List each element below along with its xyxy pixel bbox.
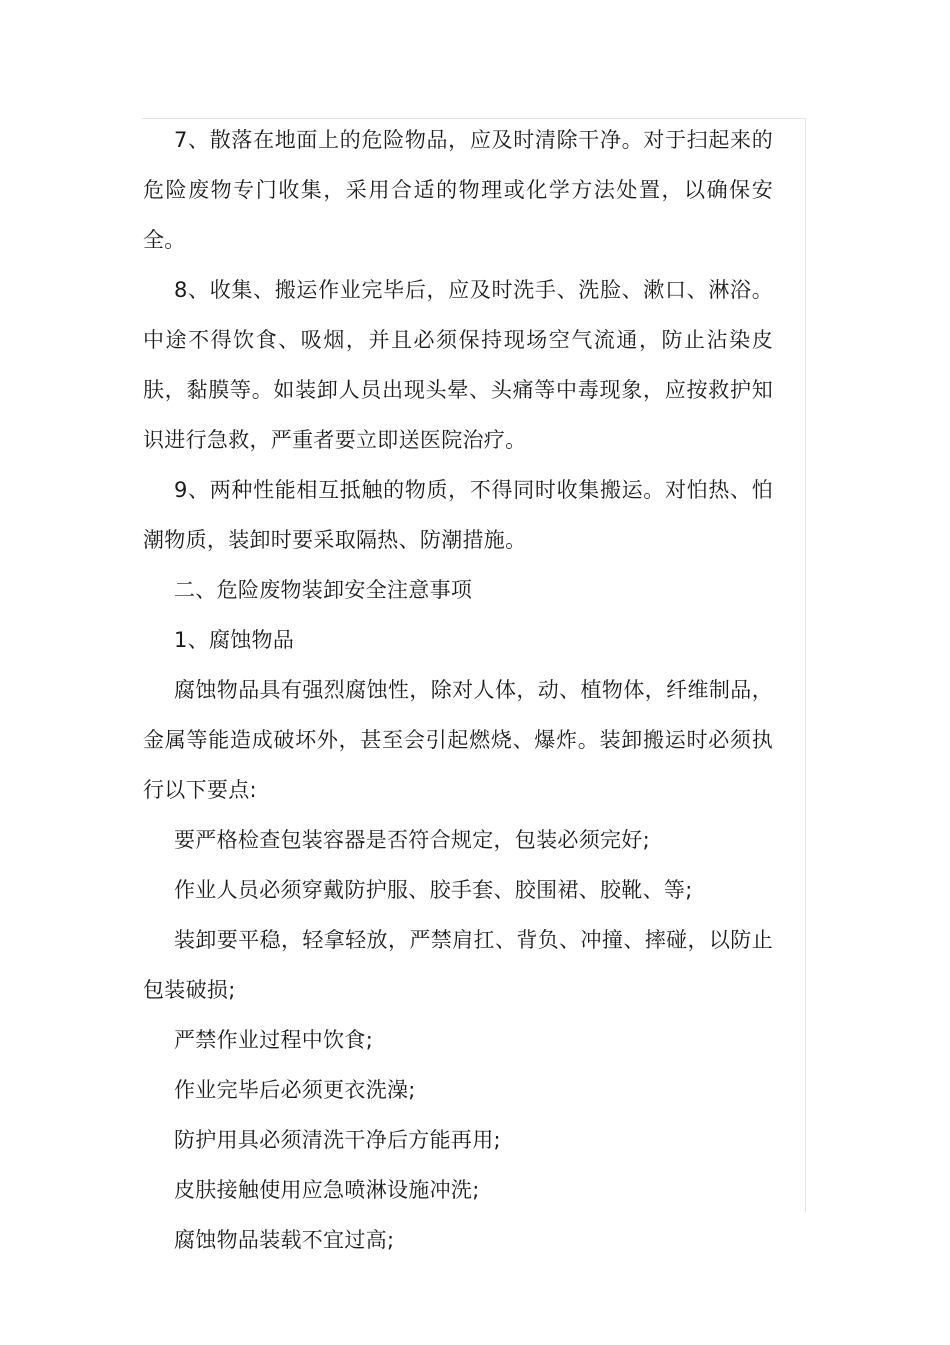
subsection-heading: 1、腐蚀物品 — [174, 628, 295, 652]
list-item: 作业人员必须穿戴防护服、胶手套、胶围裙、胶靴、等; — [174, 878, 693, 902]
document-body — [143, 115, 773, 1265]
paragraph-item-8: 8、收集、搬运作业完毕后，应及时洗手、洗脸、漱口、淋浴。中途不得饮食、吸烟，并且必须保持现场空气流通，防止沾染皮肤，黏膜等。如装卸人员出现头晕、头痛等中毒现象，应按救护知识进行急救，严重者要立即送医院治疗。 — [143, 278, 773, 452]
paragraph-item-9: 9、两种性能相互抵触的物质，不得同时收集搬运。对怕热、怕潮物质，装卸时要采取隔热、防潮措施。 — [143, 478, 773, 552]
list-item: 作业完毕后必须更衣洗澡; — [174, 1078, 416, 1102]
section-heading: 二、危险废物装卸安全注意事项 — [174, 578, 473, 602]
list-item: 皮肤接触使用应急喷淋设施冲洗; — [174, 1178, 480, 1202]
list-item: 防护用具必须清洗干净后方能再用; — [174, 1128, 501, 1152]
paragraph-intro: 腐蚀物品具有强烈腐蚀性，除对人体，动、植物体，纤维制品，金属等能造成破坏外，甚至会引起燃烧、爆炸。装卸搬运时必须执行以下要点: — [143, 678, 773, 802]
list-item: 要严格检查包装容器是否符合规定，包装必须完好; — [174, 828, 650, 852]
list-item: 装卸要平稳，轻拿轻放，严禁肩扛、背负、冲撞、摔碰，以防止包装破损; — [143, 928, 773, 1002]
paragraph-item-7: 7、散落在地面上的危险物品，应及时清除干净。对于扫起来的危险废物专门收集，采用合适的物理或化学方法处置，以确保安全。 — [143, 128, 773, 252]
list-item: 腐蚀物品装载不宜过高; — [174, 1228, 395, 1252]
list-item: 严禁作业过程中饮食; — [174, 1028, 374, 1052]
